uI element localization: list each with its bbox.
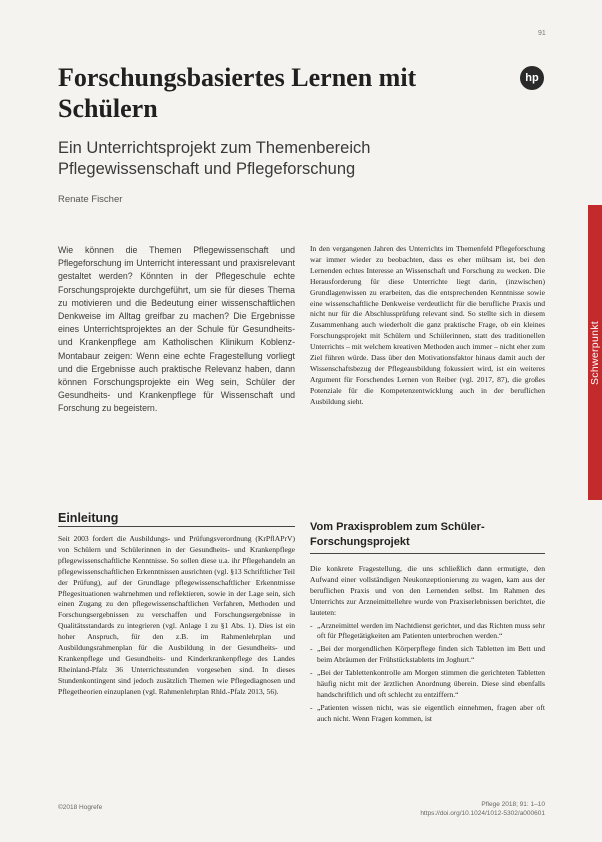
quote-item: - „Arzneimittel werden im Nachtdienst gerichtet, und das Richten muss sehr oft für Pflegetätigkeiten am Patienten unterbrochen werden.“ xyxy=(310,621,545,643)
quote-item: - „Bei der morgendlichen Körperpflege finden sich Tabletten im Bett und beim Abräumen der Frühstückstabletts im Joghurt.“ xyxy=(310,644,545,666)
quote-item: - „Patienten wissen nicht, was sie eigentlich einnehmen, fragen aber oft auch nicht. Wenn Fragen kommen, ist xyxy=(310,703,545,725)
right-column-bottom xyxy=(310,564,545,725)
publisher-logo-icon: hp xyxy=(520,66,544,90)
article-subtitle: Ein Unterrichtsprojekt zum Themenbereich Pflegewissenschaft und Pflegeforschung xyxy=(58,139,371,178)
author-name: Renate Fischer xyxy=(58,194,123,205)
footer-citation xyxy=(380,800,545,818)
footer-doi: https://doi.org/10.1024/1012-5302/a000601 xyxy=(420,810,545,817)
left-column-bottom xyxy=(58,534,295,698)
section-tab xyxy=(588,205,602,500)
article-title: Forschungsbasiertes Lernen mit Schülern xyxy=(58,63,417,123)
right-column-top xyxy=(310,244,545,408)
footer-copyright: ©2018 Hogrefe xyxy=(58,804,103,811)
section-tab-label: Schwerpunkt xyxy=(589,320,601,385)
page-number: 91 xyxy=(538,30,546,37)
body-paragraph: Seit 2003 fordert die Ausbildungs- und Prüfungsverordnung (KrPflAPrV) von Schülern und Schülerinnen in der Gesundheits- und Krankenpflege pflegewissenschaftliche Kenntnisse. So sollen diese u.a. ihr Pflegehandeln an pflegewissenschaftlichen Erkenntnissen ausrichten (vgl. §13 Schriftlicher Teil der Prüfung), auf der Grundlage pflegewissenschaftlicher Erkenntnisse Pflegesituationen wahrnehmen und reflektieren, sowie in der Lage sein, sich einen Zugang zu den pflegewissenschaftlichen Verfahren, Methoden und Forschungsergebnissen zu verschaffen und Forschungsergebnisse in Qualitätsstandards zu integrieren (vgl. Anlage 1 zu §1 Abs. 1). Dies ist ein hoher Anspruch, für den z.B. im Rahmenlehrplan und Ausbildungsrahmenplan für die Ausbildung in der Gesundheits- und Krankenpflege und Gesundheits- und Kinderkrankenpflege des Landes Rheinland-Pfalz 36 Unterrichtsstunden vorgesehen sind. In dieses Stundenkontingent sind jedoch zusätzlich Themen wie Pflegediagnosen und Pflegetheorien einzuplanen (vgl. Rahmenlehrplan Rhld.-Pfalz 2013, 56). xyxy=(58,534,295,696)
heading-praxisproblem: Vom Praxisproblem zum Schüler- Forschungsprojekt xyxy=(310,521,485,548)
footer-journal: Pflege 2018; 91: 1–10 xyxy=(481,801,545,808)
heading-einleitung: Einleitung xyxy=(58,511,119,525)
body-paragraph: Die konkrete Fragestellung, die uns schließlich dann ermutigte, den Aufwand einer vollständigen Neukonzeptionierung zu wagen, kam aus der beruflichen Praxis und von den Lernenden selbst. Im Rahmen des Unterrichts zur Arzneimittellehre wurde von Praxiserlebnissen berichtet, die lauteten: xyxy=(310,564,545,617)
quote-list xyxy=(310,621,545,725)
lead-paragraph: Wie können die Themen Pflegewissenschaft und Pflegeforschung im Unterricht interessant und praxisrelevant gestaltet werden? Könnten in der Pflegeschule echte Forschungsprojekte durchgeführt, um sie für dieses Thema zu motivieren und die Bedeutung einer wissenschaftlichen Denkweise im Alltag greifbar zu machen? Die Ergebnisse eines Unterrichtsprojektes an der Schule für Gesundheits- und Krankenpflege am Katholischen Klinikum Koblenz-Montabaur zeigen: Wenn eine echte Fragestellung vorliegt und die Ergebnisse auch praktische Relevanz haben, dann können Forschungsprojekte ein Weg sein, Schüler der Gesundheits- und Krankenpflege für Wissenschaft und Forschung zu begeistern. xyxy=(58,245,295,414)
heading-rule xyxy=(310,553,545,554)
heading-rule xyxy=(58,526,295,527)
body-paragraph: In den vergangenen Jahren des Unterrichts im Themenfeld Pflegeforschung war immer wieder zu beobachten, dass es eher mühsam ist, bei den Lernenden echtes Interesse an Wissenschaft und Forschung zu wecken. Die Herausforderung für diese Unterrichte liegt darin, (inzwischen) Grundlagenwissen zu erarbeiten, das die entsprechenden Kenntnisse sowie eine wissenschaftliche Denkweise verdeutlicht für die berufliche Praxis und nicht nur für die Abschlussprüfung relevant sind. So stellte sich in diesem Zusammenhang auch wiederholt die ganz praktische Frage, ob ein kleines Forschungsprojekt mit Schülern und Schülerinnen, statt des traditionellen Unterrichts – mit welchem kreativen Methoden auch immer – nicht eher zum Ziel führen würde. Dass über den Motivationsfaktor hinaus damit auch der Wissenschaftsbezug der Pflegeausbildung fokussiert wird, ist ein weiteres Argument für Forschendes Lernen von Reiber (vgl. 2017, 87), die großes Potenziale für die Kompetenzentwicklung auch in der beruflichen Ausbildung sieht. xyxy=(310,244,545,406)
quote-item: - „Bei der Tablettenkontrolle am Morgen stimmen die gerichteten Tabletten häufig nicht mit der ärztlichen Anordnung überein. Diese sind ebenfalls handschriftlich und oft schlecht zu entziffern.“ xyxy=(310,668,545,701)
